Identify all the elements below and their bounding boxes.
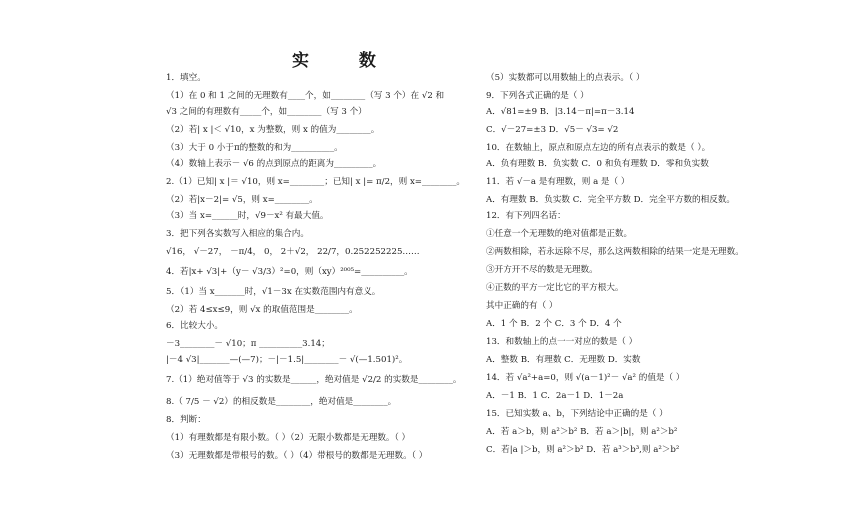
question-line: 14．若 √a²+a=0，则 √(a－1)²－ √a² 的值是（ ） <box>486 373 685 383</box>
question-line: A．1 个 B．2 个 C．3 个 D．4 个 <box>486 319 622 329</box>
question-line: （3）当 x=______时，√9－x² 有最大值。 <box>166 211 329 221</box>
question-line: A．若 a＞b，则 a²＞b² B．若 a＞|b|，则 a²＞b² <box>486 427 678 437</box>
question-line: 7.（1）绝对值等于 √3 的实数是______，绝对值是 √2/2 的实数是________。 <box>166 375 462 385</box>
question-line: C．√－27=±3 D．√5－ √3= √2 <box>486 125 619 135</box>
question-line: 2.（1）已知| x |＝ √10，则 x=________；已知| x |= π/2，则 x=________。 <box>166 177 465 187</box>
question-line: A．√81=±9 B．|3.14－π|=π－3.14 <box>486 107 635 117</box>
question-line: C．若|a |＞b，则 a²＞b² D．若 a³＞b³,则 a²＞b² <box>486 445 680 455</box>
question-line: A．有理数 B．负实数 C．完全平方数 D．完全平方数的相反数。 <box>486 195 736 205</box>
question-line: 12．有下列四名话： <box>486 211 566 221</box>
page-title: 实 数 <box>292 51 398 71</box>
question-line: 3．把下列各实数写入相应的集合内。 <box>166 229 309 239</box>
question-line: |－4 √3|_______—(—7)；－|－1.5|________－ √(—1.501)²。 <box>166 355 408 365</box>
question-line: √16， √－27， －π/4， 0， 2＋√2， 22/7，0.252252225…… <box>166 247 420 257</box>
question-line: 6．比较大小。 <box>166 321 224 331</box>
question-line: （5）实数都可以用数轴上的点表示。（ ） <box>486 73 645 83</box>
question-line: ③开方开不尽的数是无理数。 <box>486 265 598 275</box>
question-line: 4．若|x+ √3|+（y－ √3/3）²=0，则（xy）²⁰⁰⁵=__________。 <box>166 267 413 277</box>
question-line: 5．（1）当 x_______时，√1－3x 在实数范围内有意义。 <box>166 287 381 297</box>
question-line: （1）有理数都是有限小数。（ ）（2）无限小数都是无理数。（ ） <box>166 433 411 443</box>
question-line: －3________－ √10；π __________3.14； <box>166 339 330 349</box>
question-line: A．负有理数 B．负实数 C．0 和负有理数 D．零和负实数 <box>486 159 709 169</box>
question-line: A．整数 B．有理数 C．无理数 D．实数 <box>486 355 641 365</box>
question-line: 10．在数轴上，原点和原点左边的所有点表示的数是（ ）。 <box>486 143 711 153</box>
question-line: 15．已知实数 a、b，下列结论中正确的是（ ） <box>486 409 668 419</box>
question-line: （2）若| x |＜ √10，x 为整数，则 x 的值为________。 <box>166 125 380 135</box>
question-line: 1．填空。 <box>166 73 206 83</box>
question-line: 11．若 √－a 是有理数，则 a 是（ ） <box>486 177 630 187</box>
question-line: （4）数轴上表示－ √6 的点到原点的距离为_________。 <box>166 159 382 169</box>
question-line: ①任意一个无理数的绝对值都是正数。 <box>486 229 633 239</box>
question-line: 8.（ 7/5 － √2）的相反数是________，绝对值是________。 <box>166 397 397 407</box>
question-line: （1）在 0 和 1 之间的无理数有____个，如________（写 3 个）在 √2 和 <box>166 91 445 101</box>
question-line: √3 之间的有理数有_____个，如________（写 3 个） <box>166 107 367 117</box>
question-line: （3）无理数都是带根号的数。（ ）（4）带根号的数都是无理数。（ ） <box>166 451 428 461</box>
question-line: 13．和数轴上的点一一对应的数是（ ） <box>486 337 638 347</box>
question-line: ④正数的平方一定比它的平方根大。 <box>486 283 624 293</box>
question-line: A．－1 B．1 C．2a－1 D．1－2a <box>486 391 624 401</box>
question-line: ②两数相除，若永远除不尽，那么这两数相除的结果一定是无理数。 <box>486 247 744 257</box>
question-line: （2）若 4≤x≤9，则 √x 的取值范围是________。 <box>166 305 358 315</box>
question-line: （3）大于 0 小于π的整数的和为__________。 <box>166 143 343 153</box>
question-line: 8．判断： <box>166 415 206 425</box>
question-line: 9．下列各式正确的是（ ） <box>486 91 589 101</box>
question-line: 其中正确的有（ ） <box>486 301 558 311</box>
question-line: （2）若|x－2|= √5，则 x=________。 <box>166 195 318 205</box>
